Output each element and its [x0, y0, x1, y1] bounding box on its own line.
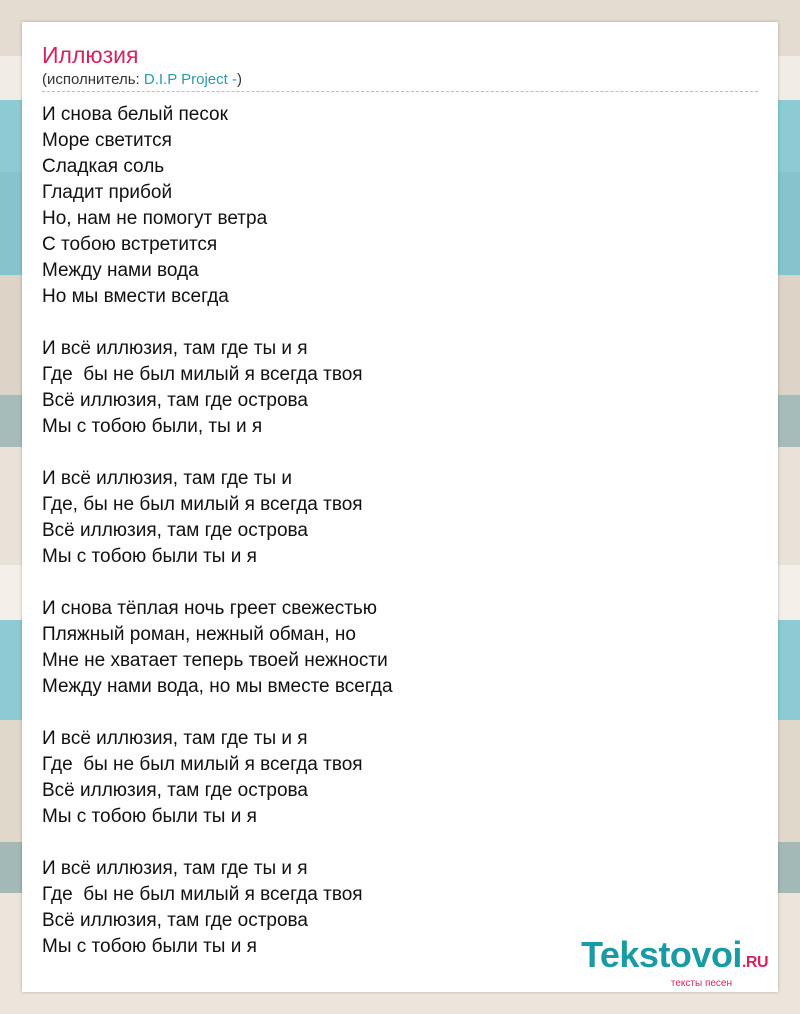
lyric-stanza-break: [42, 700, 758, 726]
lyric-line: Море светится: [42, 130, 172, 151]
artist-link[interactable]: D.I.P Project -: [143, 71, 237, 88]
logo-text: Tekstovoi: [581, 934, 742, 975]
lyric-stanza-break: [42, 310, 758, 336]
lyric-line: Всё иллюзия, там где острова: [42, 520, 308, 541]
lyric-line: Мы с тобою были ты и я: [42, 936, 257, 957]
lyric-stanza-break: [42, 830, 758, 856]
lyric-line: Между нами вода, но мы вместе всегда: [42, 676, 393, 697]
lyric-line: Гладит прибой: [42, 182, 173, 203]
lyric-line: И снова белый песок: [42, 104, 228, 125]
song-title: Иллюзия: [42, 42, 139, 68]
lyric-line: Мы с тобою были, ты и я: [42, 416, 263, 437]
lyric-line: Где, бы не был милый я всегда твоя: [42, 494, 363, 515]
lyric-line: Всё иллюзия, там где острова: [42, 910, 308, 931]
lyric-line: Где бы не был милый я всегда твоя: [42, 884, 363, 905]
artist-prefix: (исполнитель:: [42, 71, 144, 88]
lyric-line: Но мы вмести всегда: [42, 286, 229, 307]
lyric-line: И всё иллюзия, там где ты и: [42, 468, 293, 489]
site-logo[interactable]: [581, 936, 768, 990]
lyric-line: И всё иллюзия, там где ты и я: [42, 728, 308, 749]
artist-line: [42, 70, 758, 92]
lyric-line: Всё иллюзия, там где острова: [42, 390, 308, 411]
lyric-stanza-break: [42, 570, 758, 596]
logo-tagline: тексты песен: [670, 978, 732, 989]
lyric-stanza-break: [42, 440, 758, 466]
lyric-line: И снова тёплая ночь греет свежестью: [42, 598, 378, 619]
lyric-line: Где бы не был милый я всегда твоя: [42, 364, 363, 385]
lyric-line: Но, нам не помогут ветра: [42, 208, 268, 229]
lyric-line: Мне не хватает теперь твоей нежности: [42, 650, 388, 671]
logo-tld: .RU: [741, 954, 768, 971]
lyric-line: И всё иллюзия, там где ты и я: [42, 338, 308, 359]
artist-suffix: ): [236, 71, 242, 88]
lyrics-card: [22, 22, 778, 992]
lyric-line: С тобою встретится: [42, 234, 218, 255]
lyric-line: Пляжный роман, нежный обман, но: [42, 624, 356, 645]
lyric-line: И всё иллюзия, там где ты и я: [42, 858, 308, 879]
lyric-line: Мы с тобою были ты и я: [42, 806, 257, 827]
lyrics-body: [42, 102, 758, 960]
lyric-line: Всё иллюзия, там где острова: [42, 780, 308, 801]
lyric-line: Между нами вода: [42, 260, 199, 281]
lyric-line: Сладкая соль: [42, 156, 165, 177]
lyric-line: Мы с тобою были ты и я: [42, 546, 257, 567]
lyric-line: Где бы не был милый я всегда твоя: [42, 754, 363, 775]
